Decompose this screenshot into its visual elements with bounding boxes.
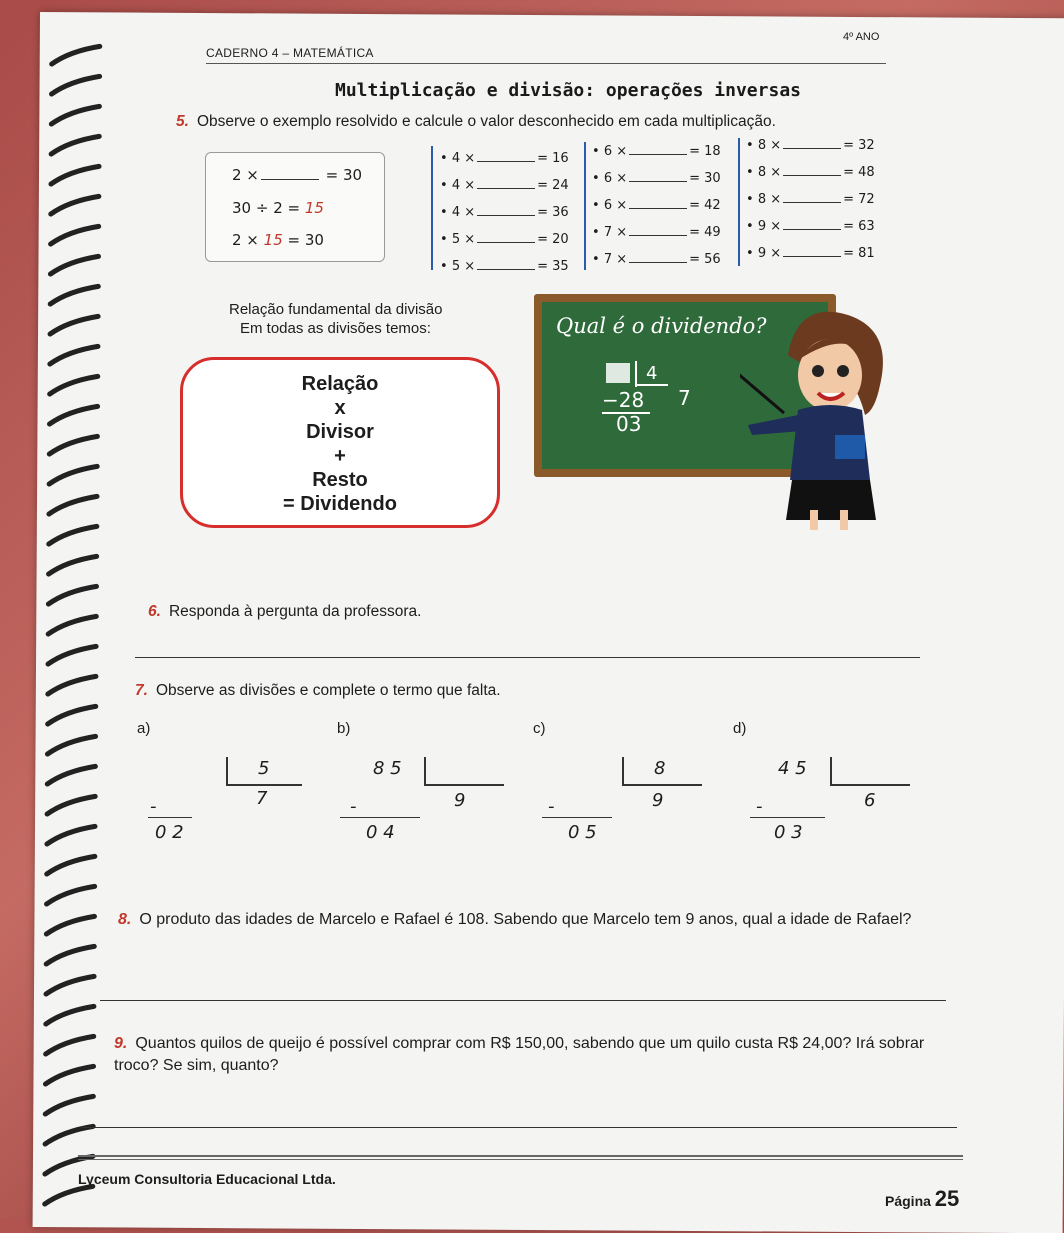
remainder-value: 0 5 (568, 822, 597, 843)
quotient-text: 7 (678, 386, 691, 410)
exercise-item[interactable]: • 4 × = 16 (440, 151, 569, 166)
relation-line: = Dividendo (283, 493, 397, 515)
quotient-value: 6 (864, 790, 876, 811)
relation-line: Resto (312, 469, 368, 491)
exercise-item[interactable]: • 5 × = 35 (440, 259, 569, 274)
exercise-item[interactable]: • 4 × = 36 (440, 205, 569, 220)
division-c-label: c) (533, 720, 546, 737)
question-9: 9. Quantos quilos de queijo é possível comprar com R$ 150,00, sabendo que um quilo custa R$ 24,00? Irá sobrar troco? Se sim, quanto? (114, 1035, 925, 1074)
quotient-value: 7 (256, 788, 268, 809)
divisor-text: 4 (646, 363, 658, 384)
page-label: Página (885, 1193, 931, 1209)
relation-line: x (334, 397, 346, 419)
grade-label: 4º ANO (843, 31, 880, 43)
relation-heading: Relação fundamental da divisão (229, 301, 443, 318)
divisor-value: 5 (258, 758, 270, 779)
answer-line[interactable] (135, 657, 920, 658)
relation-subheading: Em todas as divisões temos: (240, 320, 431, 337)
example-blank (261, 178, 319, 180)
minus-sign: - (350, 796, 357, 817)
column-divider (738, 138, 740, 266)
column-divider (584, 142, 586, 270)
exercise-column-1 (440, 145, 569, 280)
remainder-value: 0 4 (366, 822, 395, 843)
relation-line: Relação (301, 373, 379, 395)
example-line-1: 2 × = 30 (232, 166, 363, 184)
remainder-value: 0 3 (774, 822, 803, 843)
spiral-binding (33, 36, 110, 1226)
dividend-value: 4 5 (778, 758, 807, 779)
dividend-value: 8 5 (373, 758, 402, 779)
chalkboard-question: Qual é o dividendo? (556, 314, 767, 338)
answer-line[interactable] (82, 1127, 957, 1128)
page-title: Multiplicação e divisão: operações inversas (335, 80, 801, 101)
remainder-text: 03 (616, 412, 642, 436)
quotient-value: 9 (652, 790, 664, 811)
teacher-illustration (740, 305, 920, 530)
exercise-item[interactable]: • 6 × = 42 (592, 198, 721, 213)
remainder-value: 0 2 (155, 822, 184, 843)
exercise-item[interactable]: • 8 × = 48 (746, 165, 875, 180)
subtraction-text: −28 (602, 388, 645, 412)
exercise-item[interactable]: • 6 × = 18 (592, 144, 721, 159)
footer-divider (78, 1159, 963, 1160)
quotient-value: 9 (454, 790, 466, 811)
exercise-item[interactable]: • 9 × = 63 (746, 219, 875, 234)
division-b-label: b) (337, 720, 351, 737)
divisor-value: 8 (654, 758, 666, 779)
minus-sign: - (150, 796, 157, 817)
answer-line[interactable] (100, 1000, 946, 1001)
publisher-name: Lyceum Consultoria Educacional Ltda. (78, 1171, 336, 1187)
exercise-column-3 (746, 132, 875, 267)
division-d-label: d) (733, 720, 747, 737)
smudged-dividend (606, 363, 630, 383)
exercise-item[interactable]: • 9 × = 81 (746, 246, 875, 261)
example-line-2: 30 ÷ 2 = 15 (232, 199, 324, 217)
solved-example-box (205, 152, 385, 262)
exercise-item[interactable]: • 4 × = 24 (440, 178, 569, 193)
exercise-item[interactable]: • 8 × = 72 (746, 192, 875, 207)
question-8: 8. O produto das idades de Marcelo e Rafael é 108. Sabendo que Marcelo tem 9 anos, qual a idade de Rafael? (118, 911, 912, 928)
question-7: 7. Observe as divisões e complete o termo que falta. (135, 682, 501, 699)
exercise-item[interactable]: • 5 × = 20 (440, 232, 569, 247)
notebook-name: CADERNO 4 – MATEMÁTICA (206, 46, 374, 60)
example-line-3: 2 × 15 = 30 (232, 231, 324, 249)
question-5: 5. Observe o exemplo resolvido e calcule o valor desconhecido em cada multiplicação. (176, 113, 776, 130)
exercise-column-2 (592, 138, 721, 273)
exercise-item[interactable]: • 8 × = 32 (746, 138, 875, 153)
division-a-label: a) (137, 720, 151, 737)
chalk-division (598, 357, 718, 437)
exercise-item[interactable]: • 7 × = 56 (592, 252, 721, 267)
relation-line: + (334, 445, 346, 467)
minus-sign: - (756, 796, 763, 817)
exercise-item[interactable]: • 7 × = 49 (592, 225, 721, 240)
footer-divider (78, 1155, 963, 1157)
header-divider (206, 63, 886, 64)
exercise-item[interactable]: • 6 × = 30 (592, 171, 721, 186)
page-value: 25 (934, 1186, 960, 1211)
question-6: 6. Responda à pergunta da professora. (148, 603, 422, 620)
relation-box (180, 357, 500, 528)
relation-line: Divisor (306, 421, 374, 443)
minus-sign: - (548, 796, 555, 817)
page-number (885, 1186, 959, 1212)
column-divider (431, 146, 433, 270)
